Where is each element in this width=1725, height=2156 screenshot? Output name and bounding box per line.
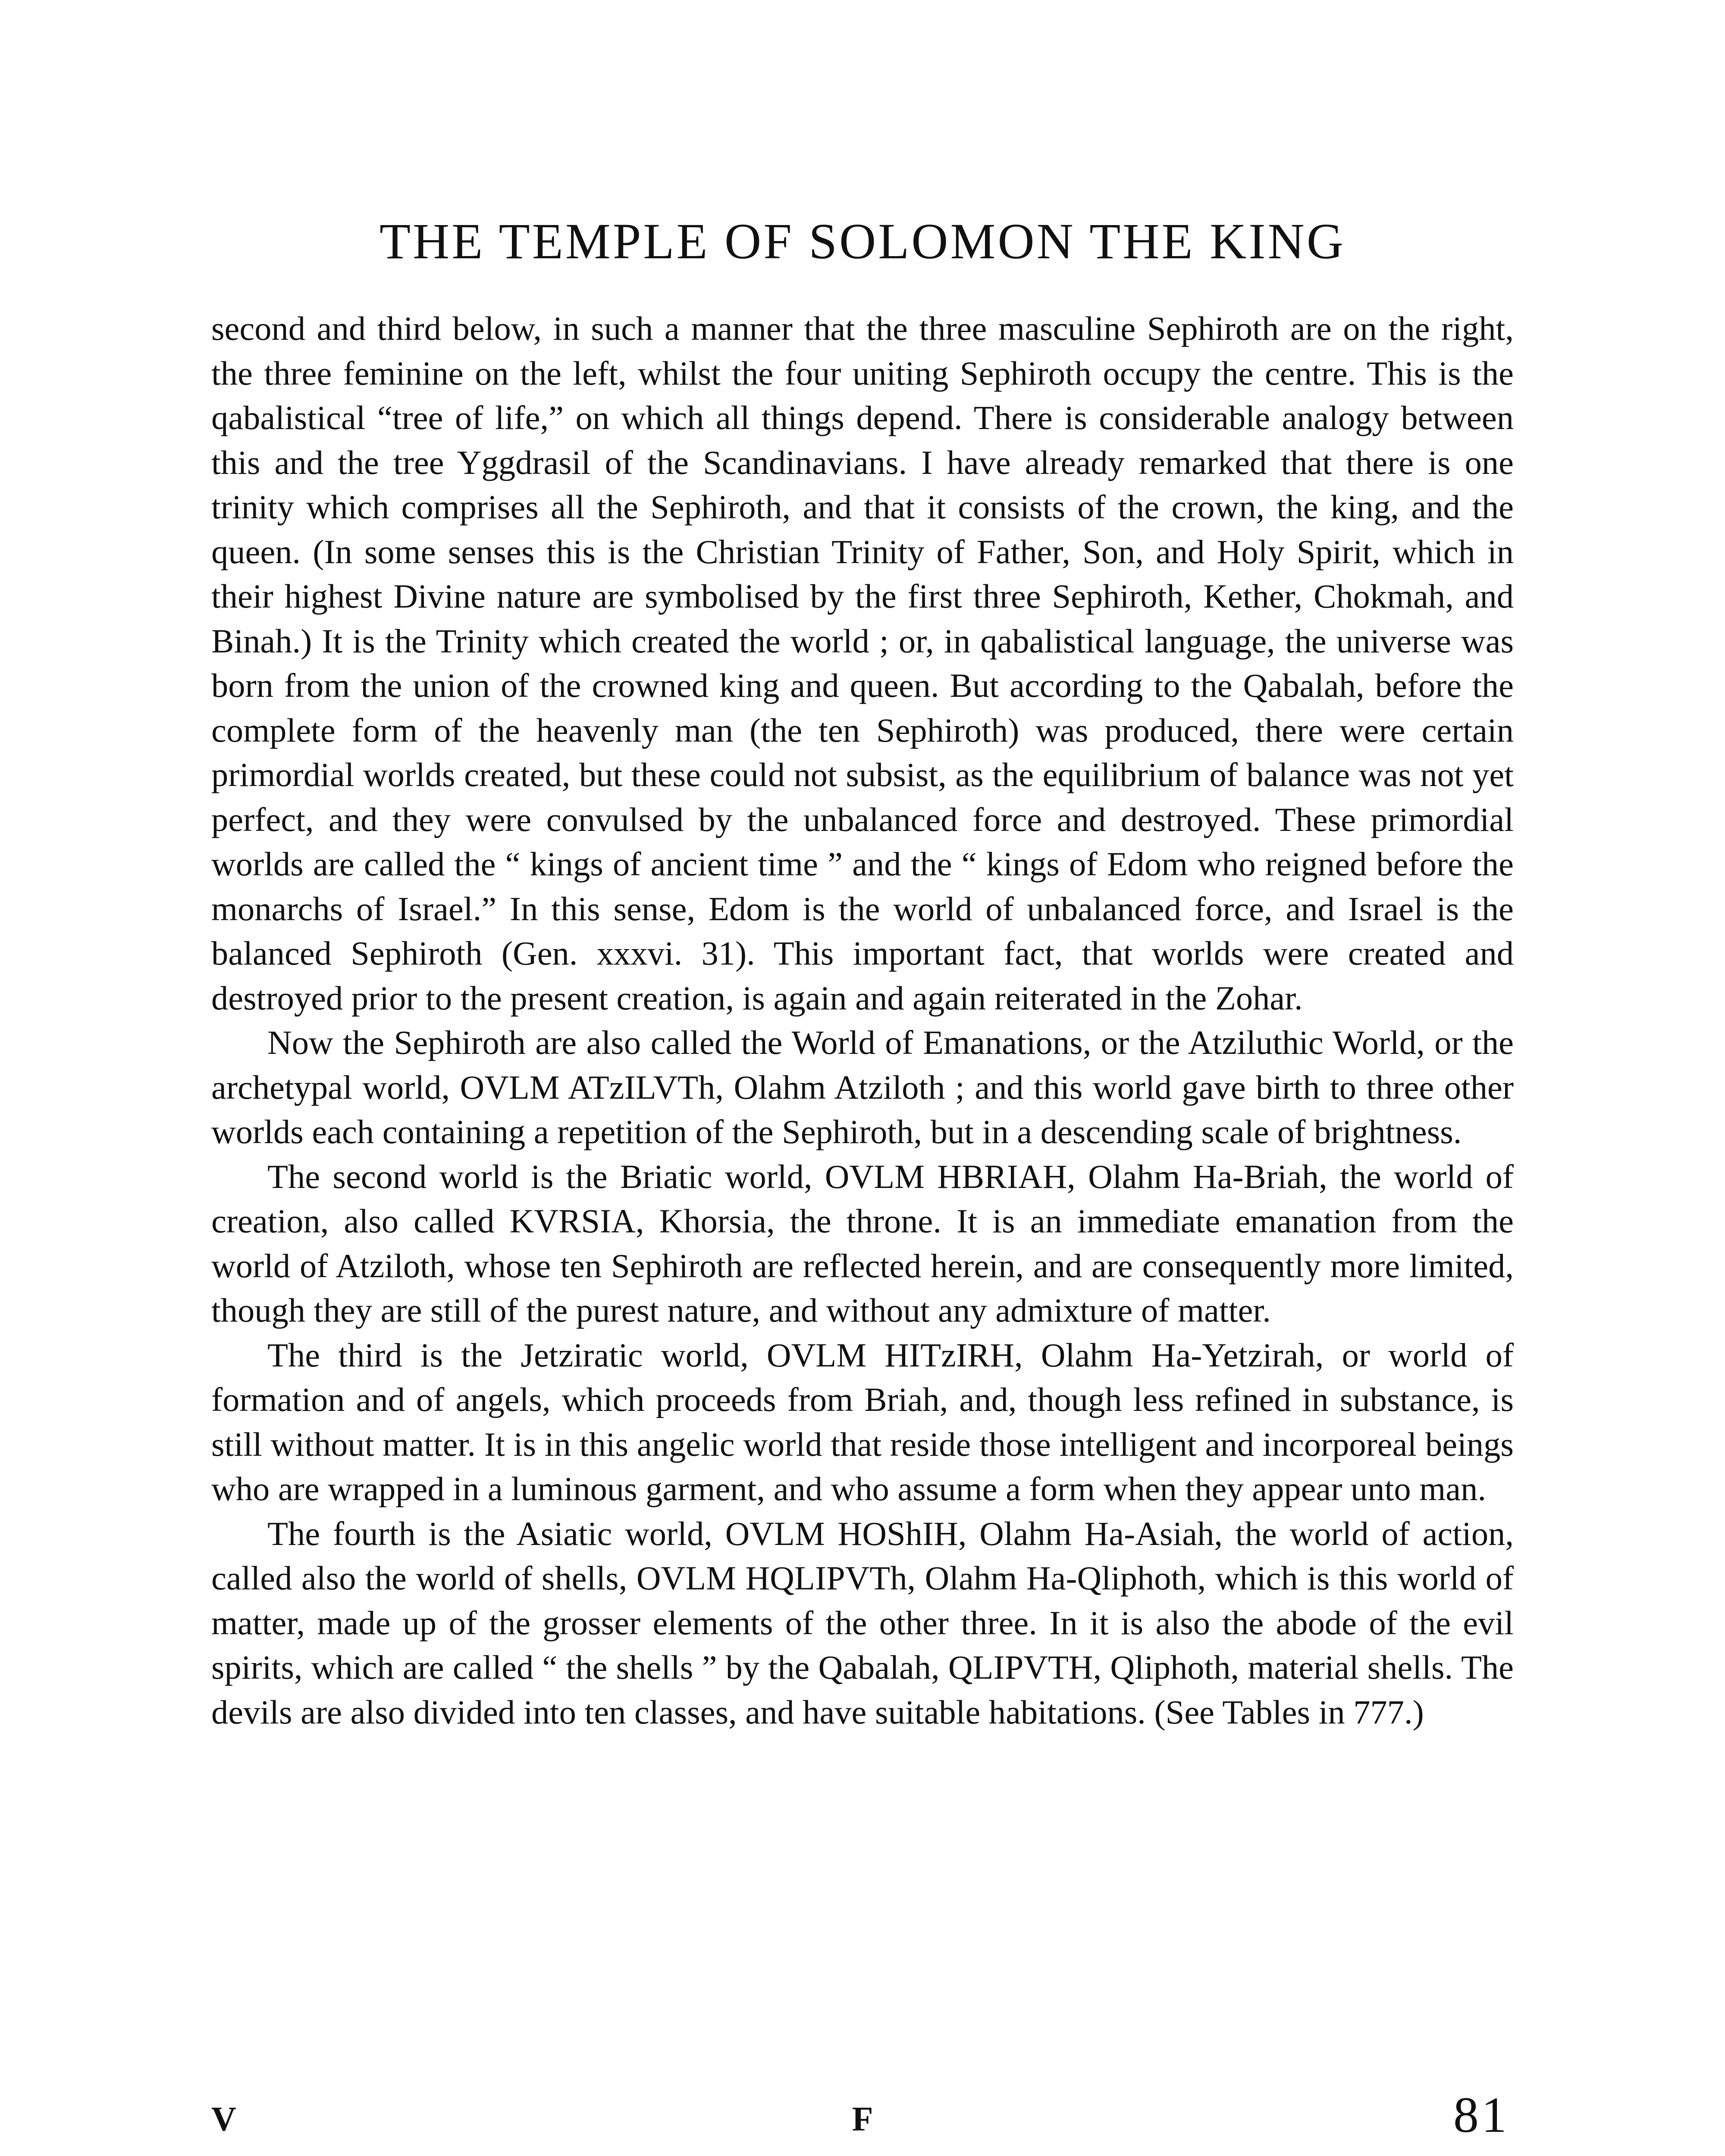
paragraph-asiatic-world: The fourth is the Asiatic world, OVLM HOShIH, Olahm Ha-Asiah, the world of action, called also the world of shells, OVLM HQLIPVTh, Olahm Ha-Qliphoth, which is this world of matter, made up of the grosser elements of the other three. In it is also the abode of the evil spirits, which are called “ the shells ” by the Qabalah, QLIPVTH, Qliphoth, material shells. The devils are also divided into ten classes, and have suitable habitations. (See Tables in 777.) xyxy=(211,1514,1514,1731)
paragraph-briatic-world: The second world is the Briatic world, OVLM HBRIAH, Olahm Ha-Briah, the world of creation, also called KVRSIA, Khorsia, the throne. It is an immediate emanation from the world of Atziloth, whose ten Sephiroth are reflected herein, and are consequently more limited, though they are still of the purest nature, and without any admixture of matter. xyxy=(211,1157,1514,1329)
paragraph-world-of-emanations: Now the Sephiroth are also called the World of Emanations, or the Atziluthic World, or the archetypal world, OVLM ATzILVTh, Olahm Atziloth ; and this world gave birth to three other worlds each containing a repetition of the Sephiroth, but in a descending scale of brightness. xyxy=(211,1024,1514,1150)
body-text xyxy=(211,306,1514,1734)
paragraph-jetziratic-world: The third is the Jetziratic world, OVLM HITzIRH, Olahm Ha-Yetzirah, or world of formation and of angels, which proceeds from Briah, and, though less refined in substance, is still without matter. It is in this angelic world that reside those intelligent and incorporeal beings who are wrapped in a luminous garment, and who assume a form when they appear unto man. xyxy=(211,1336,1514,1507)
page-number: 81 xyxy=(1453,2087,1509,2143)
signature-mark-center: F xyxy=(852,2100,873,2138)
signature-mark-left: V xyxy=(211,2100,236,2138)
page-footer xyxy=(0,2087,1725,2147)
paragraph-continued: second and third below, in such a manner that the three masculine Sephiroth are on the right, the three feminine on the left, whilst the four uniting Sephiroth occupy the centre. This is the qabalistical “tree of life,” on which all things depend. There is considerable analogy between this and the tree Yggdrasil of the Scandinavians. I have already remarked that there is one trinity which comprises all the Sephiroth, and that it consists of the crown, the king, and the queen. (In some senses this is the Christian Trinity of Father, Son, and Holy Spirit, which in their highest Divine nature are symbolised by the first three Sephiroth, Kether, Chokmah, and Binah.) It is the Trinity which created the world ; or, in qabalistical language, the universe was born from the union of the crowned king and queen. But according to the Qabalah, before the complete form of the heavenly man (the ten Sephiroth) was produced, there were certain primordial worlds created, but these could not subsist, as the equilibrium of balance was not yet perfect, and they were convulsed by the unbalanced force and destroyed. These primordial worlds are called the “ kings of ancient time ” and the “ kings of Edom who reigned before the monarchs of Israel.” In this sense, Edom is the world of unbalanced force, and Israel is the balanced Sephiroth (Gen. xxxvi. 31). This important fact, that worlds were created and destroyed prior to the present creation, is again and again reiterated in the Zohar. xyxy=(211,310,1514,1017)
running-head: THE TEMPLE OF SOLOMON THE KING xyxy=(379,213,1346,270)
